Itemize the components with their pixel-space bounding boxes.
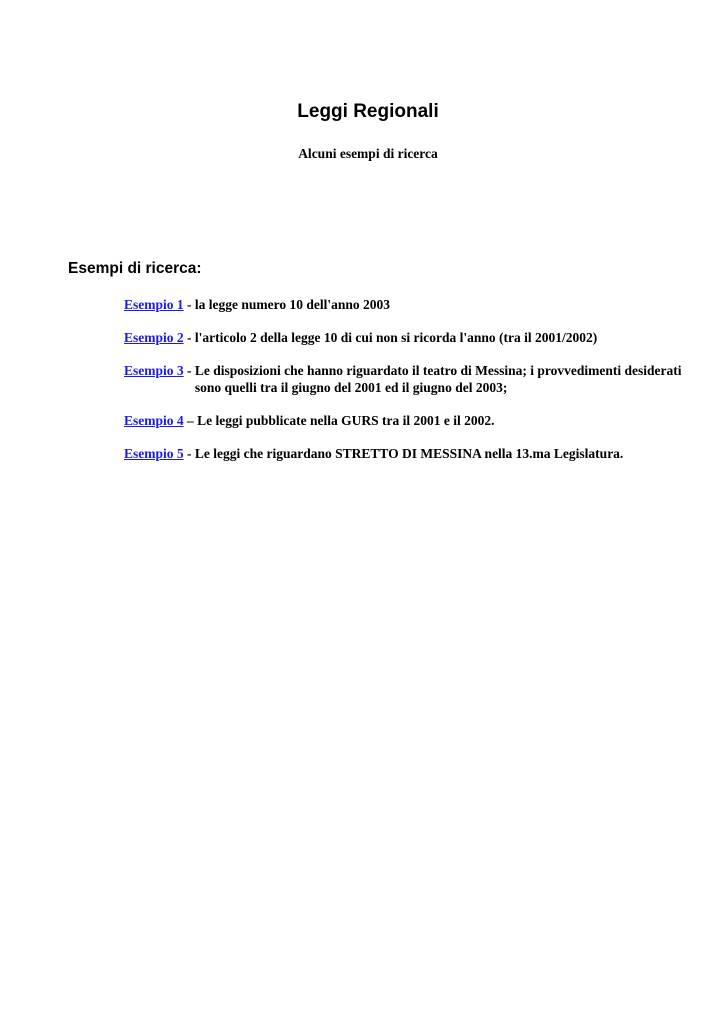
- example-1-link[interactable]: Esempio 1: [124, 297, 184, 312]
- page-subtitle: Alcuni esempi di ricerca: [298, 146, 438, 161]
- example-item-3: [124, 362, 684, 396]
- example-item-2: [124, 329, 684, 346]
- example-4-separator: –: [183, 413, 198, 428]
- example-5-link[interactable]: Esempio 5: [124, 446, 184, 461]
- example-2-separator: -: [183, 330, 195, 345]
- example-5-separator: -: [183, 446, 195, 461]
- example-1-description: la legge numero 10 dell'anno 2003: [194, 297, 391, 312]
- examples-list: [124, 296, 684, 478]
- example-2-description: l'articolo 2 della legge 10 di cui non si ricorda l'anno (tra il 2001/2002): [194, 330, 598, 345]
- example-item-4: [124, 412, 684, 429]
- example-4-description: Le leggi pubblicate nella GURS tra il 2001 e il 2002.: [197, 413, 495, 428]
- page-title: Leggi Regionali: [297, 101, 439, 122]
- example-4-link[interactable]: Esempio 4: [124, 413, 184, 428]
- example-3-description: Le disposizioni che hanno riguardato il teatro di Messina; i provvedimenti desiderati sono quelli tra il giugno del 2001 ed il giugno del 2003;: [194, 363, 682, 395]
- example-5-description: Le leggi che riguardano STRETTO DI MESSINA nella 13.ma Legislatura.: [194, 446, 624, 461]
- example-1-separator: -: [183, 297, 195, 312]
- example-item-1: [124, 296, 684, 313]
- example-2-link[interactable]: Esempio 2: [124, 330, 184, 345]
- section-heading: Esempi di ricerca:: [68, 260, 202, 277]
- example-3-link[interactable]: Esempio 3: [124, 363, 184, 378]
- example-item-5: [124, 445, 684, 462]
- example-3-separator: -: [183, 363, 195, 378]
